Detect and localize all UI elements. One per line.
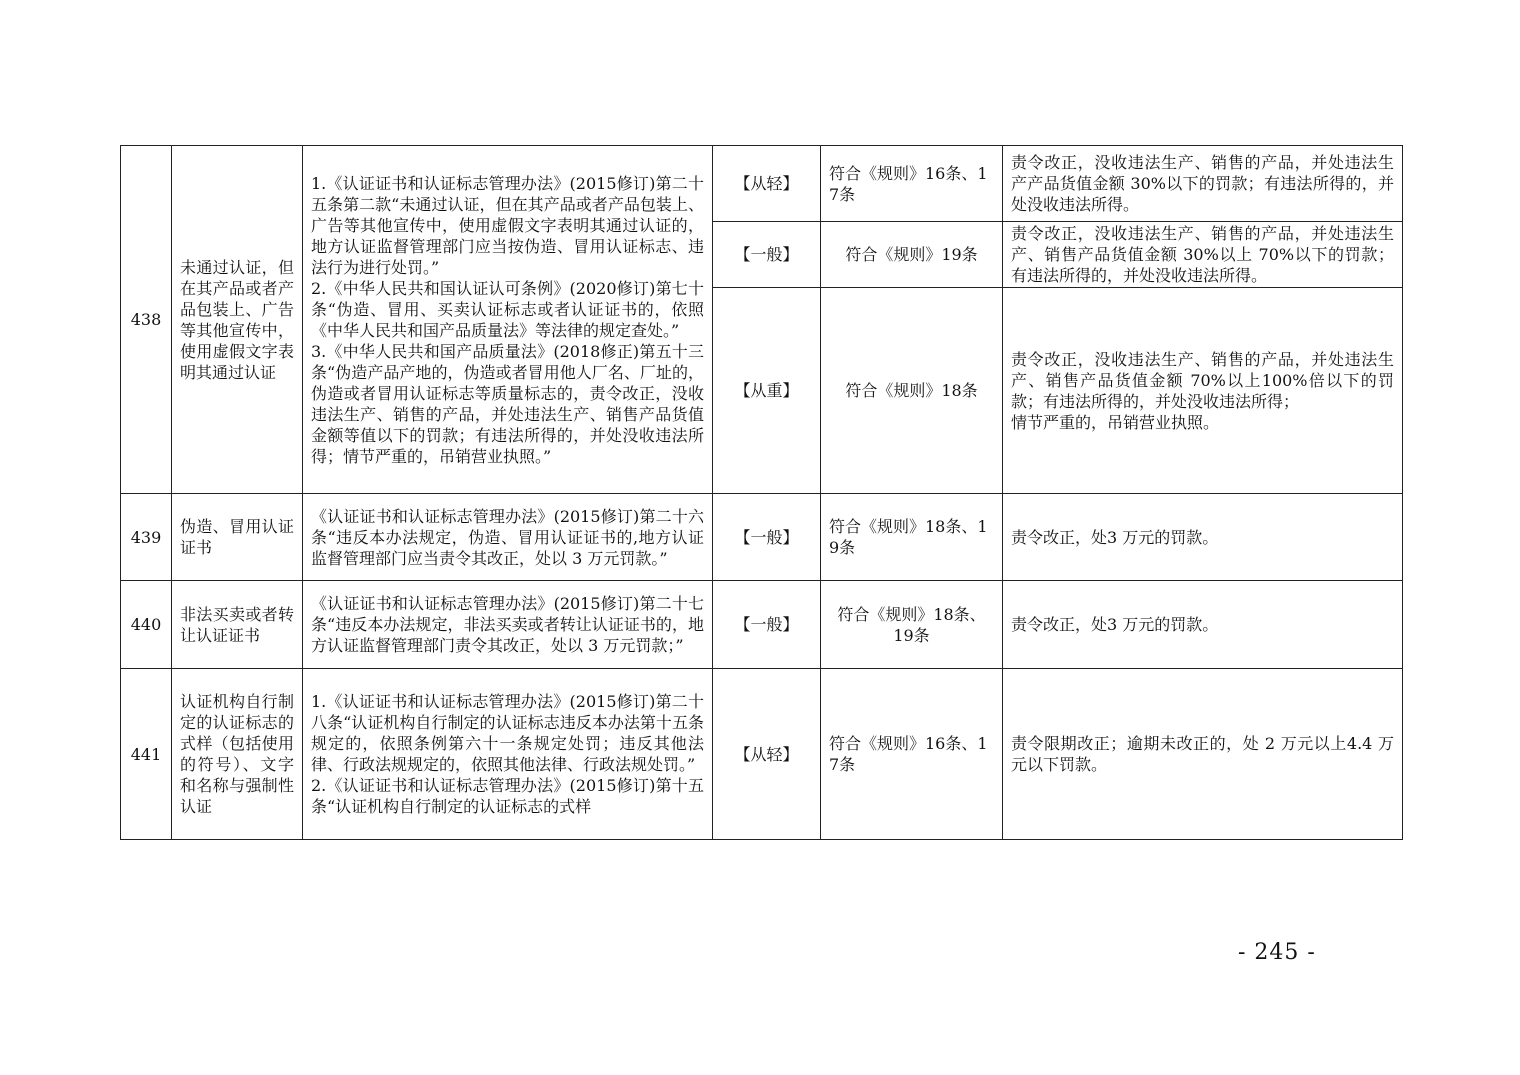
violation-name: 伪造、冒用认证证书 — [172, 494, 303, 581]
applicable-condition: 符合《规则》18条、19条 — [821, 494, 1003, 581]
violation-name: 认证机构自行制定的认证标志的式样（包括使用的符号）、文字和名称与强制性认证 — [172, 669, 303, 840]
violation-name: 未通过认证，但在其产品或者产品包装上、广告等其他宣传中，使用虚假文字表明其通过认证 — [172, 146, 303, 494]
discretion-level: 【从重】 — [713, 288, 821, 494]
penalty-measure: 责令改正，没收违法生产、销售的产品，并处违法生产、销售产品货值金额 30%以上 70%以下的罚款；有违法所得的，并处没收违法所得。 — [1003, 222, 1403, 288]
row-number: 440 — [121, 581, 172, 669]
applicable-condition: 符合《规则》18条、 19条 — [821, 581, 1003, 669]
page-number: - 245 - — [1238, 940, 1316, 965]
discretion-level: 【从轻】 — [713, 146, 821, 222]
discretion-level: 【一般】 — [713, 222, 821, 288]
discretion-level: 【从轻】 — [713, 669, 821, 840]
legal-basis: 《认证证书和认证标志管理办法》(2015修订)第二十六条“违反本办法规定，伪造、冒用认证证书的,地方认证监督管理部门应当责令其改正，处以 3 万元罚款。” — [303, 494, 713, 581]
penalty-measure: 责令改正，没收违法生产、销售的产品，并处违法生产、销售产品货值金额 70%以上100%倍以下的罚款；有违法所得的，并处没收违法所得； 情节严重的，吊销营业执照。 — [1003, 288, 1403, 494]
discretion-level: 【一般】 — [713, 581, 821, 669]
legal-basis: 《认证证书和认证标志管理办法》(2015修订)第二十七条“违反本办法规定，非法买卖或者转让认证证书的，地方认证监督管理部门责令其改正，处以 3 万元罚款；” — [303, 581, 713, 669]
row-number: 441 — [121, 669, 172, 840]
violation-name: 非法买卖或者转让认证证书 — [172, 581, 303, 669]
applicable-condition: 符合《规则》16条、17条 — [821, 669, 1003, 840]
table-row — [121, 581, 1403, 669]
applicable-condition: 符合《规则》19条 — [821, 222, 1003, 288]
penalty-measure: 责令改正，处3 万元的罚款。 — [1003, 581, 1403, 669]
row-number: 439 — [121, 494, 172, 581]
discretion-level: 【一般】 — [713, 494, 821, 581]
legal-basis: 1.《认证证书和认证标志管理办法》(2015修订)第二十五条第二款“未通过认证，但在其产品或者产品包装上、广告等其他宣传中，使用虚假文字表明其通过认证的，地方认证监督管理部门应当按伪造、冒用认证标志、违法行为进行处罚。” 2.《中华人民共和国认证认可条例》(2020修订)第七十条“伪造、冒用、买卖认证标志或者认证证书的，依照《中华人民共和国产品质量法》等法律的规定查处。” 3.《中华人民共和国产品质量法》(2018修正)第五十三条“伪造产品产地的，伪造或者冒用他人厂名、厂址的，伪造或者冒用认证标志等质量标志的，责令改正，没收违法生产、销售的产品，并处违法生产、销售产品货值金额等值以下的罚款；有违法所得的，并处没收违法所得；情节严重的，吊销营业执照。” — [303, 146, 713, 494]
penalty-measure: 责令改正，处3 万元的罚款。 — [1003, 494, 1403, 581]
penalty-measure: 责令限期改正；逾期未改正的，处 2 万元以上4.4 万元以下罚款。 — [1003, 669, 1403, 840]
penalty-table — [120, 145, 1403, 840]
table-row — [121, 494, 1403, 581]
table-row — [121, 669, 1403, 840]
table-row — [121, 146, 1403, 222]
legal-basis: 1.《认证证书和认证标志管理办法》(2015修订)第二十八条“认证机构自行制定的认证标志违反本办法第十五条规定的，依照条例第六十一条规定处罚；违反其他法律、行政法规规定的，依照其他法律、行政法规处罚。” 2.《认证证书和认证标志管理办法》(2015修订)第十五条“认证机构自行制定的认证标志的式样 — [303, 669, 713, 840]
applicable-condition: 符合《规则》18条 — [821, 288, 1003, 494]
penalty-measure: 责令改正，没收违法生产、销售的产品，并处违法生产产品货值金额 30%以下的罚款；有违法所得的，并处没收违法所得。 — [1003, 146, 1403, 222]
row-number: 438 — [121, 146, 172, 494]
applicable-condition: 符合《规则》16条、17条 — [821, 146, 1003, 222]
